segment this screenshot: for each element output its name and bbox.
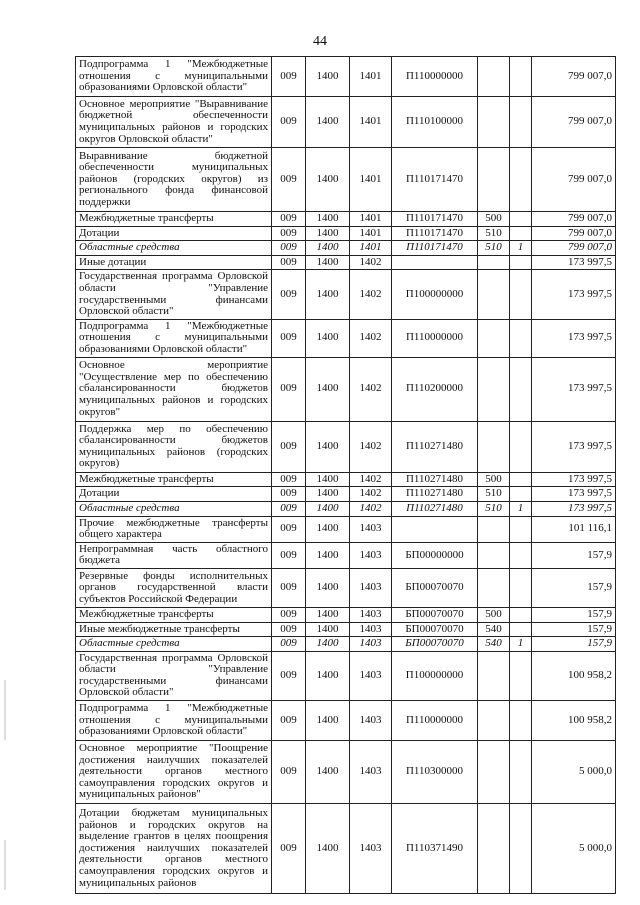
row-name: Основное мероприятие "Осуществление мер по обеспечению сбалансированности бюджетов муниципальных районов и городских округов": [76, 357, 272, 421]
row-expense-type-code: [478, 568, 510, 607]
row-gr-code: 009: [272, 501, 306, 516]
row-subsection-code: 1402: [350, 357, 392, 421]
row-expense-type-code: [478, 148, 510, 212]
row-name: Выравнивание бюджетной обеспеченности муниципальных районов (городских округов) из регионального фонда финансовой поддержки: [76, 148, 272, 212]
row-gr-code: 009: [272, 241, 306, 256]
row-name: Подпрограмма 1 "Межбюджетные отношения с муниципальными образованиями Орловской области": [76, 319, 272, 357]
row-expense-type-code: [478, 516, 510, 542]
row-subsection-code: 1402: [350, 472, 392, 487]
table-row: [76, 804, 616, 894]
row-gr-code: 009: [272, 651, 306, 700]
row-name: Межбюджетные трансферты: [76, 607, 272, 622]
row-target-code: П110100000: [392, 97, 478, 148]
row-subsection-code: 1401: [350, 212, 392, 227]
row-amount: 173 997,5: [532, 421, 616, 472]
row-expense-type-code: 540: [478, 637, 510, 652]
row-source-code: [510, 472, 532, 487]
row-expense-type-code: [478, 701, 510, 741]
row-name: Государственная программа Орловской области "Управление государственными финансами Орловской области": [76, 651, 272, 700]
row-subsection-code: 1403: [350, 516, 392, 542]
row-gr-code: 009: [272, 255, 306, 270]
row-source-code: [510, 97, 532, 148]
row-target-code: П110171470: [392, 212, 478, 227]
row-source-code: [510, 255, 532, 270]
row-name: Областные средства: [76, 637, 272, 652]
row-expense-type-code: [478, 421, 510, 472]
row-section-code: 1400: [306, 741, 350, 804]
row-target-code: П110000000: [392, 57, 478, 97]
row-subsection-code: 1401: [350, 226, 392, 241]
row-expense-type-code: 540: [478, 622, 510, 637]
table-row: [76, 472, 616, 487]
row-source-code: [510, 212, 532, 227]
row-name: Подпрограмма 1 "Межбюджетные отношения с муниципальными образованиями Орловской области": [76, 57, 272, 97]
row-subsection-code: 1403: [350, 701, 392, 741]
row-section-code: 1400: [306, 319, 350, 357]
row-section-code: 1400: [306, 241, 350, 256]
row-gr-code: 009: [272, 421, 306, 472]
row-amount: 173 997,5: [532, 255, 616, 270]
row-expense-type-code: [478, 270, 510, 319]
row-section-code: 1400: [306, 607, 350, 622]
table-row: [76, 651, 616, 700]
table-row: [76, 357, 616, 421]
row-source-code: [510, 542, 532, 568]
row-amount: 157,9: [532, 607, 616, 622]
row-source-code: [510, 701, 532, 741]
table-row: [76, 741, 616, 804]
row-source-code: [510, 651, 532, 700]
row-subsection-code: 1403: [350, 804, 392, 894]
table-row: [76, 421, 616, 472]
row-source-code: [510, 568, 532, 607]
row-amount: 799 007,0: [532, 212, 616, 227]
budget-table-body: [76, 57, 616, 894]
row-name: Основное мероприятие "Поощрение достижения наилучших показателей деятельности органов местного самоуправления городских округов и муниципальных районов": [76, 741, 272, 804]
row-source-code: [510, 487, 532, 502]
row-amount: 799 007,0: [532, 148, 616, 212]
row-target-code: БП00070070: [392, 622, 478, 637]
row-amount: 799 007,0: [532, 57, 616, 97]
row-amount: 157,9: [532, 568, 616, 607]
row-target-code: П110371490: [392, 804, 478, 894]
row-expense-type-code: 500: [478, 472, 510, 487]
row-amount: 100 958,2: [532, 701, 616, 741]
row-expense-type-code: [478, 651, 510, 700]
row-target-code: П110171470: [392, 241, 478, 256]
table-row: [76, 241, 616, 256]
row-source-code: [510, 421, 532, 472]
row-name: Дотации: [76, 487, 272, 502]
row-name: Межбюджетные трансферты: [76, 472, 272, 487]
table-row: [76, 226, 616, 241]
row-source-code: [510, 226, 532, 241]
row-subsection-code: 1403: [350, 568, 392, 607]
row-subsection-code: 1402: [350, 255, 392, 270]
table-row: [76, 622, 616, 637]
row-gr-code: 009: [272, 804, 306, 894]
row-source-code: [510, 57, 532, 97]
row-amount: 157,9: [532, 542, 616, 568]
row-gr-code: 009: [272, 741, 306, 804]
row-section-code: 1400: [306, 487, 350, 502]
row-gr-code: 009: [272, 622, 306, 637]
row-source-code: [510, 741, 532, 804]
table-row: [76, 501, 616, 516]
row-amount: 100 958,2: [532, 651, 616, 700]
row-section-code: 1400: [306, 270, 350, 319]
row-amount: 101 116,1: [532, 516, 616, 542]
row-target-code: П110200000: [392, 357, 478, 421]
row-gr-code: 009: [272, 97, 306, 148]
row-section-code: 1400: [306, 212, 350, 227]
row-name: Иные дотации: [76, 255, 272, 270]
row-name: Областные средства: [76, 501, 272, 516]
row-gr-code: 009: [272, 568, 306, 607]
row-target-code: БП00070070: [392, 607, 478, 622]
row-section-code: 1400: [306, 542, 350, 568]
row-target-code: П110300000: [392, 741, 478, 804]
row-section-code: 1400: [306, 255, 350, 270]
table-row: [76, 607, 616, 622]
row-subsection-code: 1401: [350, 97, 392, 148]
table-row: [76, 97, 616, 148]
row-name: Государственная программа Орловской области "Управление государственными финансами Орловской области": [76, 270, 272, 319]
row-amount: 799 007,0: [532, 226, 616, 241]
budget-table: [75, 56, 616, 894]
row-source-code: [510, 804, 532, 894]
row-subsection-code: 1401: [350, 148, 392, 212]
page-number: 44: [313, 34, 327, 49]
row-subsection-code: 1402: [350, 487, 392, 502]
row-name: Иные межбюджетные трансферты: [76, 622, 272, 637]
row-target-code: П110000000: [392, 319, 478, 357]
row-source-code: [510, 516, 532, 542]
row-source-code: [510, 622, 532, 637]
row-amount: 173 997,5: [532, 319, 616, 357]
row-amount: 799 007,0: [532, 241, 616, 256]
row-subsection-code: 1403: [350, 651, 392, 700]
row-expense-type-code: [478, 741, 510, 804]
row-target-code: П110271480: [392, 421, 478, 472]
row-expense-type-code: 510: [478, 241, 510, 256]
row-expense-type-code: [478, 97, 510, 148]
row-subsection-code: 1403: [350, 542, 392, 568]
table-row: [76, 148, 616, 212]
row-expense-type-code: [478, 542, 510, 568]
row-target-code: П110000000: [392, 701, 478, 741]
row-subsection-code: 1403: [350, 622, 392, 637]
row-name: Прочие межбюджетные трансферты общего характера: [76, 516, 272, 542]
row-name: Резервные фонды исполнительных органов государственной власти субъектов Российской Федерации: [76, 568, 272, 607]
row-subsection-code: 1403: [350, 741, 392, 804]
row-name: Дотации бюджетам муниципальных районов и городских округов на выделение грантов в целях поощрения достижения наилучших показателей деятельности органов местного самоуправления городских округов и муниципальных районов: [76, 804, 272, 894]
row-amount: 799 007,0: [532, 97, 616, 148]
table-row: [76, 568, 616, 607]
row-section-code: 1400: [306, 622, 350, 637]
row-target-code: П110271480: [392, 487, 478, 502]
table-row: [76, 212, 616, 227]
row-amount: 173 997,5: [532, 472, 616, 487]
table-row: [76, 701, 616, 741]
row-expense-type-code: [478, 255, 510, 270]
row-name: Областные средства: [76, 241, 272, 256]
row-gr-code: 009: [272, 701, 306, 741]
row-gr-code: 009: [272, 516, 306, 542]
row-gr-code: 009: [272, 148, 306, 212]
row-target-code: [392, 516, 478, 542]
row-target-code: БП00070070: [392, 568, 478, 607]
row-section-code: 1400: [306, 421, 350, 472]
scan-edge-mark: [4, 840, 6, 890]
row-amount: 157,9: [532, 622, 616, 637]
row-name: Основное мероприятие "Выравнивание бюджетной обеспеченности муниципальных районов и городских округов Орловской области": [76, 97, 272, 148]
row-expense-type-code: 510: [478, 487, 510, 502]
row-expense-type-code: 510: [478, 226, 510, 241]
table-row: [76, 516, 616, 542]
row-section-code: 1400: [306, 57, 350, 97]
table-row: [76, 487, 616, 502]
row-target-code: П100000000: [392, 270, 478, 319]
row-gr-code: 009: [272, 357, 306, 421]
row-gr-code: 009: [272, 637, 306, 652]
row-gr-code: 009: [272, 57, 306, 97]
row-subsection-code: 1402: [350, 501, 392, 516]
row-gr-code: 009: [272, 472, 306, 487]
row-subsection-code: 1401: [350, 57, 392, 97]
table-row: [76, 319, 616, 357]
row-amount: 173 997,5: [532, 487, 616, 502]
row-target-code: БП00070070: [392, 637, 478, 652]
row-target-code: [392, 255, 478, 270]
row-subsection-code: 1402: [350, 421, 392, 472]
row-gr-code: 009: [272, 542, 306, 568]
scan-edge-mark: [4, 680, 6, 740]
row-name: Непрограммная часть областного бюджета: [76, 542, 272, 568]
row-source-code: 1: [510, 637, 532, 652]
row-section-code: 1400: [306, 501, 350, 516]
row-amount: 173 997,5: [532, 270, 616, 319]
table-row: [76, 542, 616, 568]
row-source-code: 1: [510, 501, 532, 516]
table-row: [76, 255, 616, 270]
row-expense-type-code: [478, 319, 510, 357]
row-section-code: 1400: [306, 516, 350, 542]
table-row: [76, 57, 616, 97]
row-expense-type-code: 500: [478, 607, 510, 622]
row-section-code: 1400: [306, 651, 350, 700]
row-section-code: 1400: [306, 472, 350, 487]
row-gr-code: 009: [272, 226, 306, 241]
row-gr-code: 009: [272, 270, 306, 319]
row-section-code: 1400: [306, 637, 350, 652]
row-subsection-code: 1401: [350, 241, 392, 256]
row-source-code: [510, 357, 532, 421]
row-gr-code: 009: [272, 212, 306, 227]
row-expense-type-code: [478, 57, 510, 97]
table-row: [76, 270, 616, 319]
row-subsection-code: 1402: [350, 319, 392, 357]
row-section-code: 1400: [306, 568, 350, 607]
row-amount: 173 997,5: [532, 357, 616, 421]
row-target-code: П110271480: [392, 501, 478, 516]
row-target-code: П110171470: [392, 226, 478, 241]
row-section-code: 1400: [306, 357, 350, 421]
row-section-code: 1400: [306, 97, 350, 148]
row-subsection-code: 1403: [350, 637, 392, 652]
row-source-code: [510, 319, 532, 357]
row-source-code: 1: [510, 241, 532, 256]
row-expense-type-code: 510: [478, 501, 510, 516]
row-target-code: П110171470: [392, 148, 478, 212]
row-source-code: [510, 148, 532, 212]
row-amount: 173 997,5: [532, 501, 616, 516]
row-section-code: 1400: [306, 804, 350, 894]
row-name: Подпрограмма 1 "Межбюджетные отношения с муниципальными образованиями Орловской области": [76, 701, 272, 741]
row-gr-code: 009: [272, 607, 306, 622]
row-expense-type-code: [478, 357, 510, 421]
row-section-code: 1400: [306, 701, 350, 741]
row-name: Поддержка мер по обеспечению сбалансированности бюджетов муниципальных районов (городских округов): [76, 421, 272, 472]
row-amount: 157,9: [532, 637, 616, 652]
row-section-code: 1400: [306, 226, 350, 241]
row-target-code: П110271480: [392, 472, 478, 487]
row-amount: 5 000,0: [532, 804, 616, 894]
row-expense-type-code: [478, 804, 510, 894]
row-expense-type-code: 500: [478, 212, 510, 227]
row-target-code: П100000000: [392, 651, 478, 700]
table-row: [76, 637, 616, 652]
row-name: Межбюджетные трансферты: [76, 212, 272, 227]
row-target-code: БП00000000: [392, 542, 478, 568]
row-subsection-code: 1403: [350, 607, 392, 622]
row-section-code: 1400: [306, 148, 350, 212]
row-source-code: [510, 270, 532, 319]
row-source-code: [510, 607, 532, 622]
row-subsection-code: 1402: [350, 270, 392, 319]
row-gr-code: 009: [272, 487, 306, 502]
row-gr-code: 009: [272, 319, 306, 357]
row-amount: 5 000,0: [532, 741, 616, 804]
row-name: Дотации: [76, 226, 272, 241]
